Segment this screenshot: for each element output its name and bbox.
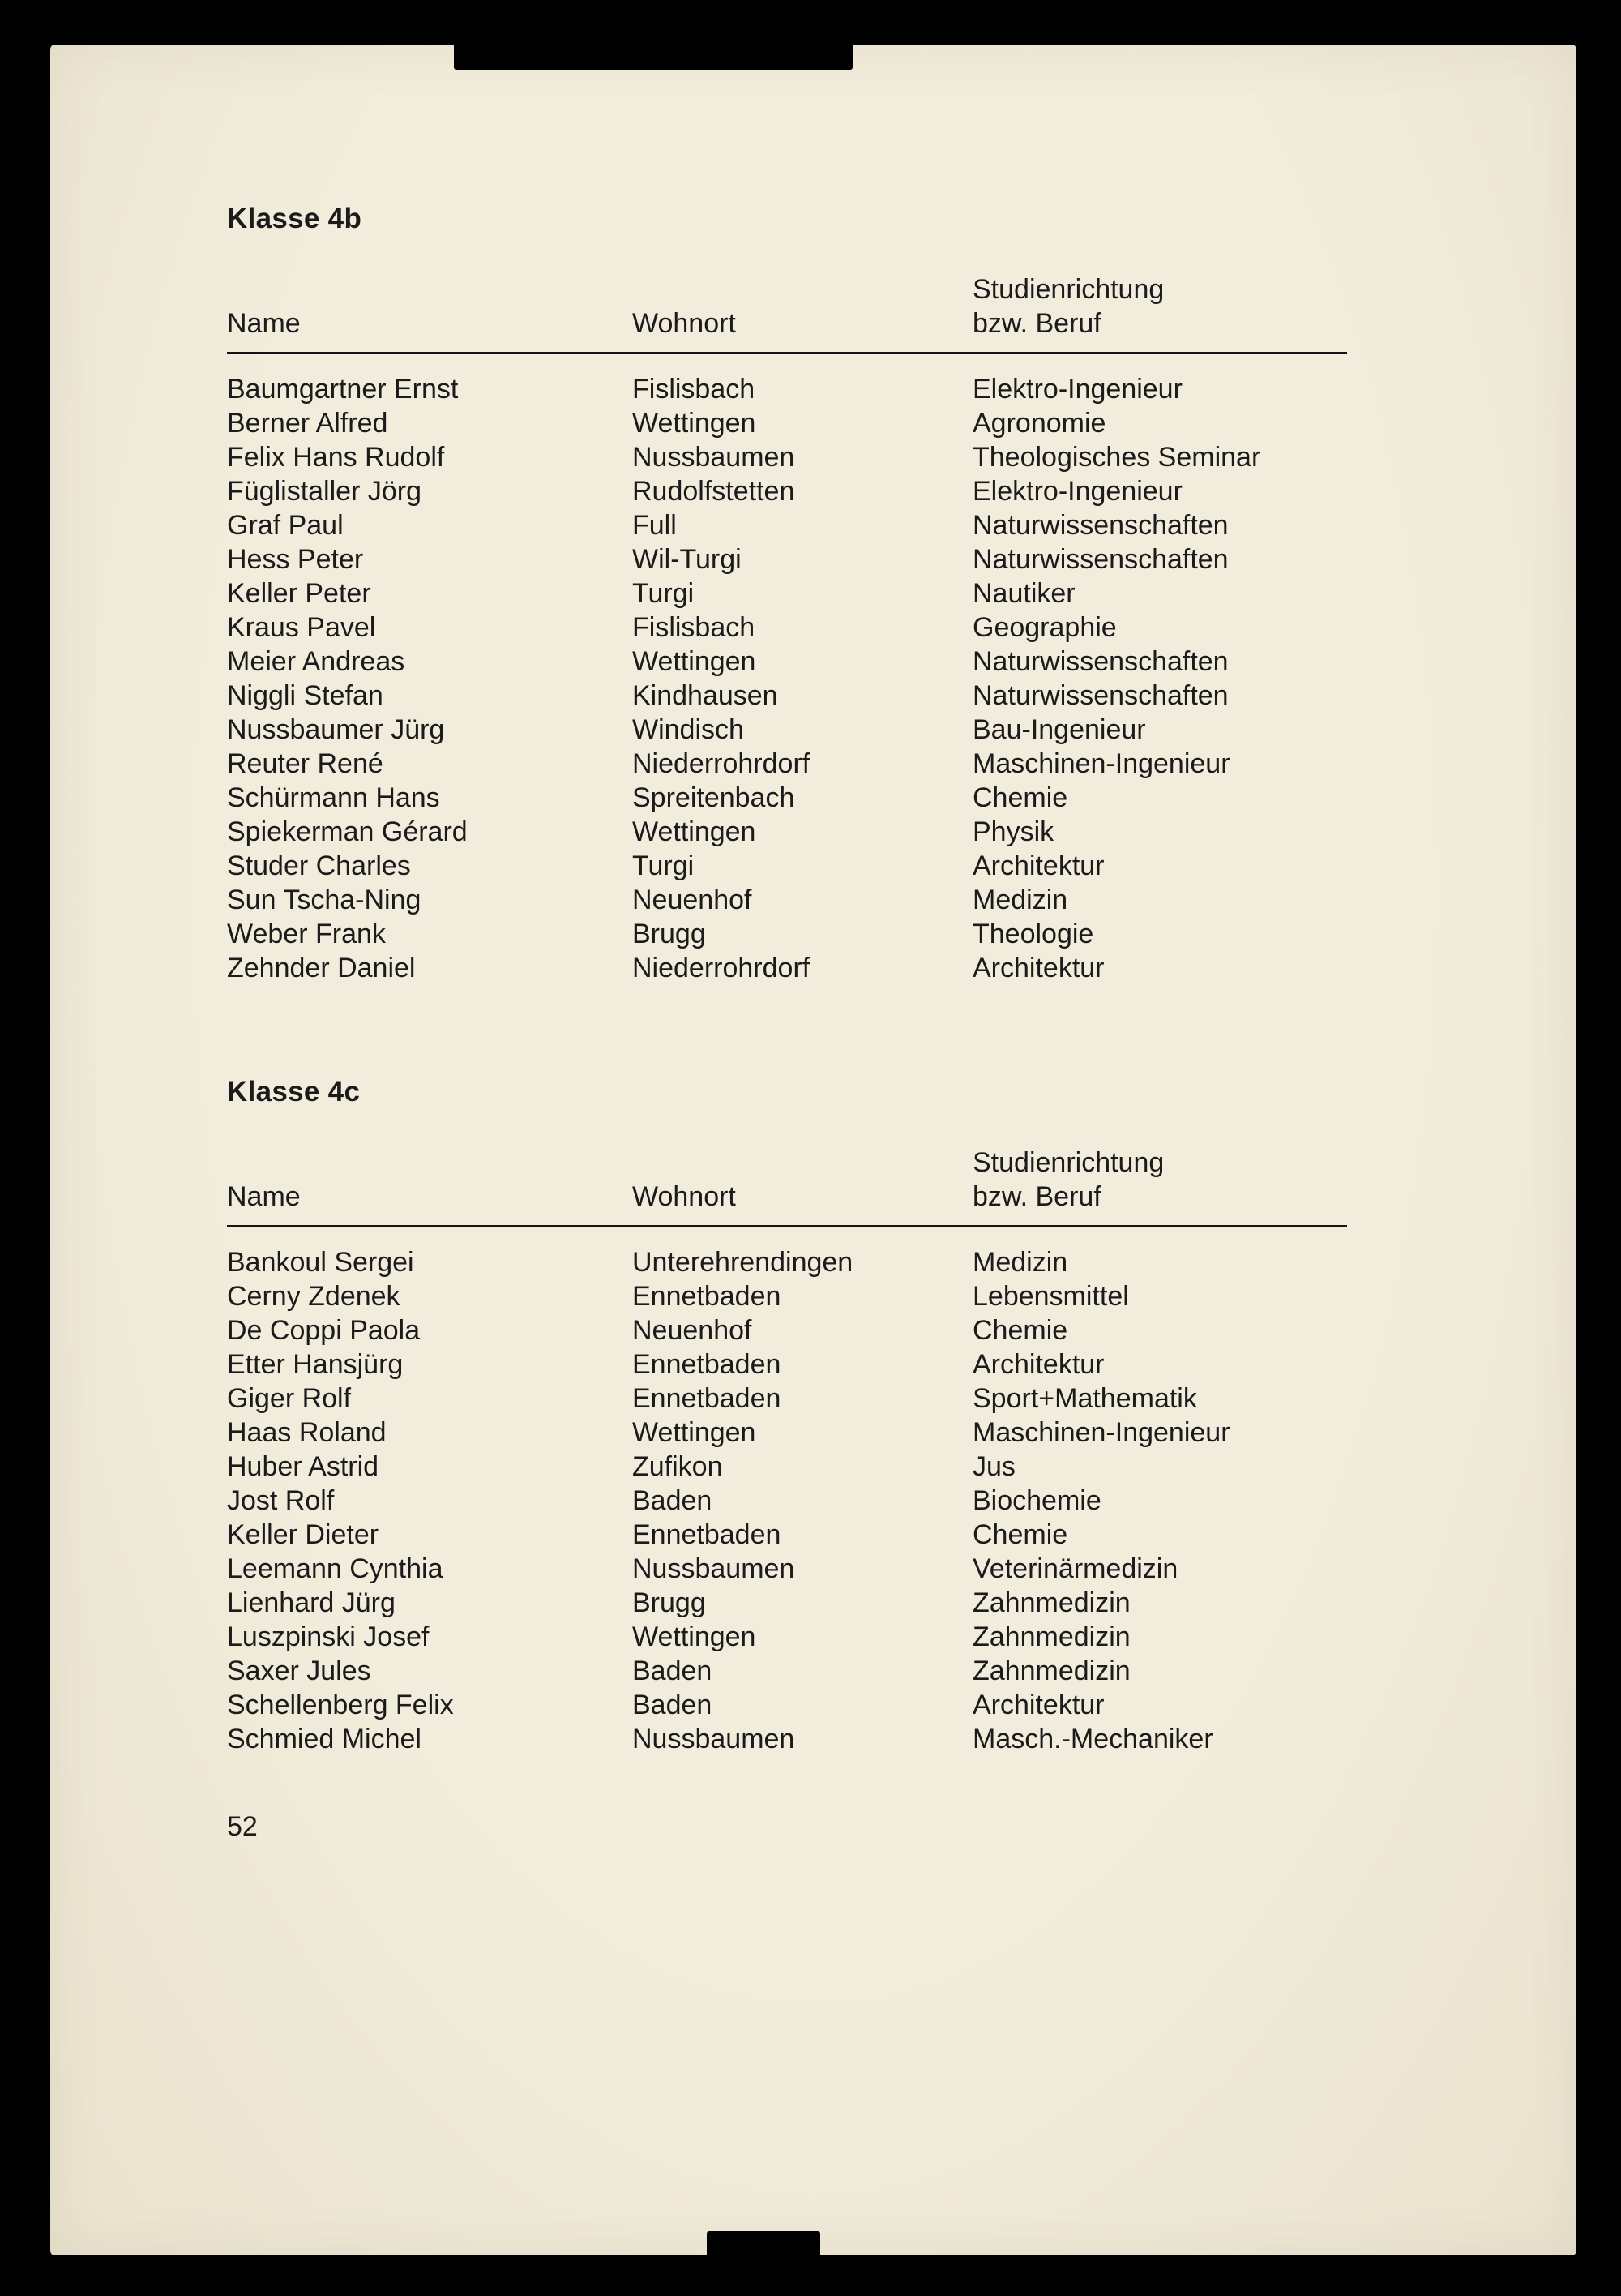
table-row xyxy=(227,951,1347,985)
table-row xyxy=(227,1450,1347,1484)
cell-name: Haas Roland xyxy=(227,1417,387,1448)
cell-wohnort: Niederrohrdorf xyxy=(632,953,810,983)
cell-wohnort: Ennetbaden xyxy=(632,1519,781,1550)
cell-beruf: Elektro-Ingenieur xyxy=(973,374,1183,405)
cell-name: Giger Rolf xyxy=(227,1383,352,1414)
cell-name: Weber Frank xyxy=(227,919,386,949)
cell-name: Zehnder Daniel xyxy=(227,953,416,983)
cell-wohnort: Neuenhof xyxy=(632,1315,752,1346)
cell-beruf: Nautiker xyxy=(973,578,1076,609)
table-title: Klasse 4b xyxy=(227,203,362,234)
header-row-bottom xyxy=(227,1180,1347,1214)
table-row xyxy=(227,1279,1347,1313)
table-row xyxy=(227,781,1347,815)
table-row xyxy=(227,1518,1347,1552)
table-row xyxy=(227,440,1347,474)
column-header-studienrichtung: Studienrichtung xyxy=(973,1147,1165,1178)
cell-wohnort: Niederrohrdorf xyxy=(632,748,810,779)
cell-beruf: Theologie xyxy=(973,919,1094,949)
cell-beruf: Architektur xyxy=(973,850,1105,881)
cell-name: Schellenberg Felix xyxy=(227,1690,454,1720)
table-row xyxy=(227,1381,1347,1416)
cell-beruf: Architektur xyxy=(973,953,1105,983)
column-header-beruf: bzw. Beruf xyxy=(973,308,1101,339)
header-row-bottom xyxy=(227,306,1347,341)
table-row xyxy=(227,610,1347,645)
cell-beruf: Agronomie xyxy=(973,408,1106,439)
cell-wohnort: Nussbaumen xyxy=(632,442,795,473)
cell-name: Nussbaumer Jürg xyxy=(227,714,445,745)
cell-wohnort: Zufikon xyxy=(632,1451,723,1482)
cell-name: Saxer Jules xyxy=(227,1656,371,1686)
cell-name: Keller Dieter xyxy=(227,1519,379,1550)
column-header-wohnort: Wohnort xyxy=(632,1181,736,1212)
cell-name: Etter Hansjürg xyxy=(227,1349,404,1380)
cell-name: Cerny Zdenek xyxy=(227,1281,400,1312)
header-rule xyxy=(227,352,1347,354)
cell-beruf: Naturwissenschaften xyxy=(973,544,1229,575)
cell-wohnort: Kindhausen xyxy=(632,680,778,711)
cell-name: Graf Paul xyxy=(227,510,344,541)
cell-beruf: Zahnmedizin xyxy=(973,1656,1131,1686)
cell-beruf: Architektur xyxy=(973,1690,1105,1720)
cell-wohnort: Turgi xyxy=(632,578,695,609)
class-table-4b xyxy=(227,203,1347,985)
cell-name: Leemann Cynthia xyxy=(227,1553,443,1584)
cell-name: Niggli Stefan xyxy=(227,680,383,711)
table-row xyxy=(227,1416,1347,1450)
header-rule xyxy=(227,1225,1347,1227)
scan-artifact-bottom-tab xyxy=(707,2231,820,2296)
cell-wohnort: Baden xyxy=(632,1656,712,1686)
table-row xyxy=(227,1654,1347,1688)
column-header-name: Name xyxy=(227,308,301,339)
cell-beruf: Biochemie xyxy=(973,1485,1101,1516)
cell-wohnort: Wil-Turgi xyxy=(632,544,742,575)
cell-wohnort: Brugg xyxy=(632,1587,706,1618)
cell-name: Schürmann Hans xyxy=(227,782,440,813)
cell-name: Baumgartner Ernst xyxy=(227,374,459,405)
table-row xyxy=(227,849,1347,883)
column-header-beruf: bzw. Beruf xyxy=(973,1181,1101,1212)
table-row xyxy=(227,1688,1347,1722)
cell-beruf: Masch.-Mechaniker xyxy=(973,1724,1213,1754)
table-row xyxy=(227,1552,1347,1586)
cell-beruf: Elektro-Ingenieur xyxy=(973,476,1183,507)
table-row xyxy=(227,372,1347,406)
cell-name: Berner Alfred xyxy=(227,408,388,439)
column-header-studienrichtung: Studienrichtung xyxy=(973,274,1165,305)
table-row xyxy=(227,815,1347,849)
cell-beruf: Zahnmedizin xyxy=(973,1587,1131,1618)
cell-beruf: Zahnmedizin xyxy=(973,1621,1131,1652)
cell-wohnort: Ennetbaden xyxy=(632,1383,781,1414)
cell-wohnort: Wettingen xyxy=(632,1621,756,1652)
table-row xyxy=(227,1484,1347,1518)
cell-wohnort: Rudolfstetten xyxy=(632,476,795,507)
cell-name: Kraus Pavel xyxy=(227,612,376,643)
cell-wohnort: Wettingen xyxy=(632,816,756,847)
table-row xyxy=(227,508,1347,542)
cell-name: Meier Andreas xyxy=(227,646,405,677)
table-row xyxy=(227,406,1347,440)
cell-beruf: Chemie xyxy=(973,1519,1068,1550)
cell-beruf: Naturwissenschaften xyxy=(973,510,1229,541)
cell-beruf: Jus xyxy=(973,1451,1016,1482)
cell-wohnort: Fislisbach xyxy=(632,374,755,405)
cell-beruf: Geographie xyxy=(973,612,1117,643)
cell-wohnort: Wettingen xyxy=(632,1417,756,1448)
cell-beruf: Chemie xyxy=(973,1315,1068,1346)
table-header xyxy=(227,272,1347,341)
table-title: Klasse 4c xyxy=(227,1076,361,1107)
scan-artifact-top-tab xyxy=(454,0,853,70)
cell-name: Schmied Michel xyxy=(227,1724,421,1754)
page-content xyxy=(50,45,1347,1844)
cell-beruf: Theologisches Seminar xyxy=(973,442,1261,473)
cell-beruf: Naturwissenschaften xyxy=(973,680,1229,711)
page-number: 52 xyxy=(227,1811,258,1842)
cell-beruf: Chemie xyxy=(973,782,1068,813)
cell-wohnort: Windisch xyxy=(632,714,744,745)
cell-wohnort: Neuenhof xyxy=(632,885,752,915)
cell-name: Huber Astrid xyxy=(227,1451,379,1482)
cell-wohnort: Nussbaumen xyxy=(632,1553,795,1584)
cell-beruf: Architektur xyxy=(973,1349,1105,1380)
cell-name: Lienhard Jürg xyxy=(227,1587,396,1618)
cell-wohnort: Wettingen xyxy=(632,646,756,677)
table-row xyxy=(227,1586,1347,1620)
column-header-wohnort: Wohnort xyxy=(632,308,736,339)
cell-name: Keller Peter xyxy=(227,578,371,609)
cell-name: Reuter René xyxy=(227,748,383,779)
cell-name: Felix Hans Rudolf xyxy=(227,442,445,473)
table-row xyxy=(227,713,1347,747)
table-row xyxy=(227,1313,1347,1347)
table-row xyxy=(227,1722,1347,1756)
table-body xyxy=(227,1245,1347,1756)
cell-name: Spiekerman Gérard xyxy=(227,816,468,847)
table-header xyxy=(227,1146,1347,1214)
cell-wohnort: Full xyxy=(632,510,677,541)
table-body xyxy=(227,372,1347,985)
cell-beruf: Physik xyxy=(973,816,1054,847)
cell-name: Sun Tscha-Ning xyxy=(227,885,421,915)
table-row xyxy=(227,542,1347,576)
cell-beruf: Bau-Ingenieur xyxy=(973,714,1146,745)
cell-name: De Coppi Paola xyxy=(227,1315,421,1346)
cell-beruf: Medizin xyxy=(973,885,1068,915)
table-row xyxy=(227,917,1347,951)
table-row xyxy=(227,1347,1347,1381)
header-row-top xyxy=(227,272,1347,306)
cell-wohnort: Baden xyxy=(632,1690,712,1720)
cell-name: Jost Rolf xyxy=(227,1485,335,1516)
header-row-top xyxy=(227,1146,1347,1180)
cell-wohnort: Nussbaumen xyxy=(632,1724,795,1754)
cell-beruf: Maschinen-Ingenieur xyxy=(973,1417,1230,1448)
class-table-4c xyxy=(227,1076,1347,1756)
scanned-page xyxy=(50,45,1576,2255)
table-row xyxy=(227,679,1347,713)
cell-name: Füglistaller Jörg xyxy=(227,476,421,507)
cell-wohnort: Ennetbaden xyxy=(632,1281,781,1312)
cell-name: Luszpinski Josef xyxy=(227,1621,430,1652)
cell-wohnort: Turgi xyxy=(632,850,695,881)
column-header-name: Name xyxy=(227,1181,301,1212)
table-row xyxy=(227,1620,1347,1654)
table-row xyxy=(227,645,1347,679)
cell-wohnort: Wettingen xyxy=(632,408,756,439)
table-row xyxy=(227,883,1347,917)
cell-beruf: Medizin xyxy=(973,1247,1068,1278)
cell-name: Hess Peter xyxy=(227,544,364,575)
table-row xyxy=(227,474,1347,508)
cell-beruf: Maschinen-Ingenieur xyxy=(973,748,1230,779)
cell-wohnort: Fislisbach xyxy=(632,612,755,643)
table-row xyxy=(227,747,1347,781)
cell-wohnort: Ennetbaden xyxy=(632,1349,781,1380)
cell-wohnort: Unterehrendingen xyxy=(632,1247,853,1278)
cell-beruf: Naturwissenschaften xyxy=(973,646,1229,677)
cell-name: Studer Charles xyxy=(227,850,411,881)
cell-name: Bankoul Sergei xyxy=(227,1247,414,1278)
cell-beruf: Veterinärmedizin xyxy=(973,1553,1178,1584)
cell-wohnort: Baden xyxy=(632,1485,712,1516)
cell-beruf: Sport+Mathematik xyxy=(973,1383,1197,1414)
table-row xyxy=(227,1245,1347,1279)
table-row xyxy=(227,576,1347,610)
cell-beruf: Lebensmittel xyxy=(973,1281,1129,1312)
cell-wohnort: Spreitenbach xyxy=(632,782,795,813)
cell-wohnort: Brugg xyxy=(632,919,706,949)
